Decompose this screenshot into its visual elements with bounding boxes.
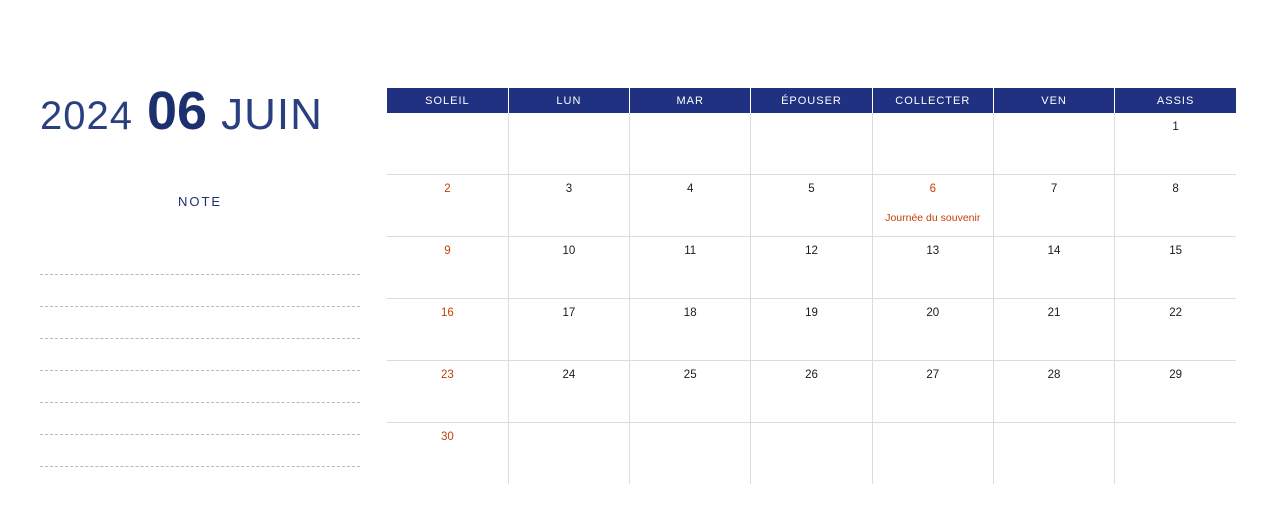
day-cell-content bbox=[630, 175, 750, 196]
calendar-day-cell[interactable] bbox=[993, 237, 1114, 299]
title-month-name: JUIN bbox=[221, 90, 323, 139]
calendar-day-cell[interactable] bbox=[1115, 237, 1236, 299]
calendar-day-cell[interactable] bbox=[1115, 113, 1236, 175]
day-number: 8 bbox=[1172, 183, 1179, 195]
calendar-empty-cell bbox=[630, 113, 751, 175]
day-cell-content bbox=[630, 361, 750, 382]
day-number: 4 bbox=[687, 183, 694, 195]
note-label: NOTE bbox=[177, 194, 223, 209]
day-cell-content bbox=[873, 175, 993, 225]
day-cell-content bbox=[387, 423, 508, 444]
day-cell-content bbox=[1115, 423, 1236, 430]
calendar-day-cell[interactable] bbox=[872, 299, 993, 361]
weekday-header-row bbox=[387, 88, 1236, 113]
day-cell-content bbox=[509, 299, 629, 320]
day-number: 18 bbox=[683, 307, 697, 319]
calendar-day-cell[interactable] bbox=[630, 237, 751, 299]
day-cell-content bbox=[873, 113, 993, 120]
day-number: 16 bbox=[440, 307, 454, 319]
calendar-empty-cell bbox=[508, 423, 629, 485]
title-year: 2024 bbox=[40, 94, 133, 138]
calendar-week-row bbox=[387, 237, 1236, 299]
weekday-header-2: MAR bbox=[630, 88, 751, 113]
day-cell-content bbox=[1115, 237, 1236, 258]
day-cell-content bbox=[387, 237, 508, 258]
note-line[interactable] bbox=[40, 371, 360, 403]
day-cell-content bbox=[509, 361, 629, 382]
calendar-day-cell[interactable] bbox=[751, 361, 872, 423]
note-lines[interactable] bbox=[40, 243, 360, 467]
calendar-day-cell[interactable] bbox=[387, 299, 508, 361]
calendar-day-cell[interactable] bbox=[751, 175, 872, 237]
calendar-week-row bbox=[387, 423, 1236, 485]
day-cell-content bbox=[994, 175, 1114, 196]
calendar-empty-cell bbox=[993, 423, 1114, 485]
calendar-week-row bbox=[387, 175, 1236, 237]
calendar-empty-cell bbox=[387, 113, 508, 175]
title-month-number: 06 bbox=[146, 81, 208, 141]
calendar-day-cell[interactable] bbox=[872, 361, 993, 423]
calendar-day-cell[interactable] bbox=[508, 237, 629, 299]
day-number: 21 bbox=[1047, 307, 1061, 319]
day-cell-content bbox=[630, 237, 750, 258]
calendar-day-cell[interactable] bbox=[1115, 299, 1236, 361]
calendar-week-row bbox=[387, 113, 1236, 175]
calendar-empty-cell bbox=[751, 423, 872, 485]
day-cell-content bbox=[387, 299, 508, 320]
day-cell-content bbox=[387, 175, 508, 196]
page-title bbox=[40, 80, 370, 142]
calendar-day-cell[interactable] bbox=[387, 423, 508, 485]
calendar-empty-cell bbox=[872, 113, 993, 175]
day-number: 24 bbox=[562, 369, 576, 381]
day-cell-content bbox=[751, 175, 871, 196]
note-line[interactable] bbox=[40, 275, 360, 307]
weekday-header-0: SOLEIL bbox=[387, 88, 508, 113]
calendar-day-cell[interactable] bbox=[993, 175, 1114, 237]
day-cell-content bbox=[751, 423, 871, 430]
day-cell-content bbox=[387, 361, 508, 382]
calendar-day-cell[interactable] bbox=[630, 299, 751, 361]
day-number: 19 bbox=[805, 307, 818, 319]
day-number: 9 bbox=[444, 245, 451, 257]
day-cell-content bbox=[387, 113, 508, 120]
calendar-day-cell[interactable] bbox=[1115, 175, 1236, 237]
calendar-day-cell[interactable] bbox=[751, 299, 872, 361]
day-number: 27 bbox=[926, 369, 940, 381]
day-number: 11 bbox=[684, 245, 697, 257]
day-cell-content bbox=[1115, 175, 1236, 196]
day-number: 25 bbox=[683, 369, 697, 381]
day-number: 26 bbox=[805, 369, 818, 381]
day-number: 17 bbox=[562, 307, 576, 319]
day-cell-content bbox=[751, 237, 871, 258]
day-number: 3 bbox=[565, 183, 573, 195]
day-number: 7 bbox=[1050, 183, 1058, 195]
calendar-day-cell[interactable] bbox=[993, 299, 1114, 361]
calendar-day-cell[interactable] bbox=[1115, 361, 1236, 423]
note-line[interactable] bbox=[40, 307, 360, 339]
day-number: 15 bbox=[1169, 245, 1182, 257]
calendar-body bbox=[387, 113, 1236, 484]
calendar-day-cell[interactable] bbox=[630, 175, 751, 237]
day-cell-content bbox=[873, 299, 993, 320]
day-number: 20 bbox=[926, 307, 940, 319]
calendar-empty-cell bbox=[630, 423, 751, 485]
day-cell-content bbox=[751, 361, 871, 382]
day-cell-content bbox=[1115, 361, 1236, 382]
note-line[interactable] bbox=[40, 403, 360, 435]
calendar-day-cell[interactable] bbox=[993, 361, 1114, 423]
day-number: 30 bbox=[440, 431, 454, 443]
note-line[interactable] bbox=[40, 243, 360, 275]
day-number: 2 bbox=[444, 183, 451, 195]
day-cell-content bbox=[509, 175, 629, 196]
calendar-empty-cell bbox=[751, 113, 872, 175]
calendar-empty-cell bbox=[872, 423, 993, 485]
day-cell-content bbox=[1115, 299, 1236, 320]
weekday-header-4: COLLECTER bbox=[872, 88, 993, 113]
day-cell-content bbox=[994, 237, 1114, 258]
day-number: 28 bbox=[1047, 369, 1061, 381]
weekday-header-5: VEN bbox=[993, 88, 1114, 113]
day-number: 22 bbox=[1169, 307, 1182, 319]
day-cell-content bbox=[994, 299, 1114, 320]
calendar-empty-cell bbox=[508, 113, 629, 175]
day-number: 12 bbox=[805, 245, 818, 257]
calendar-day-cell[interactable] bbox=[872, 175, 993, 237]
calendar-day-cell[interactable] bbox=[630, 361, 751, 423]
day-cell-content bbox=[873, 361, 993, 382]
weekday-header-1: LUN bbox=[508, 88, 629, 113]
calendar-day-cell[interactable] bbox=[387, 361, 508, 423]
day-cell-content bbox=[630, 299, 750, 320]
day-cell-content bbox=[994, 423, 1114, 430]
calendar-day-cell[interactable] bbox=[508, 175, 629, 237]
day-cell-content bbox=[873, 237, 993, 258]
day-cell-content bbox=[751, 299, 871, 320]
day-number: 29 bbox=[1169, 369, 1182, 381]
day-cell-content bbox=[994, 361, 1114, 382]
day-number: 13 bbox=[926, 245, 940, 257]
day-number: 14 bbox=[1047, 245, 1061, 257]
day-number: 10 bbox=[562, 245, 576, 257]
day-cell-content bbox=[509, 237, 629, 258]
calendar-day-cell[interactable] bbox=[387, 237, 508, 299]
day-cell-content bbox=[1115, 113, 1236, 134]
calendar-empty-cell bbox=[993, 113, 1114, 175]
calendar-day-cell[interactable] bbox=[387, 175, 508, 237]
day-cell-content bbox=[630, 423, 750, 430]
day-cell-content bbox=[630, 113, 750, 120]
calendar-day-cell[interactable] bbox=[508, 361, 629, 423]
day-cell-content bbox=[509, 113, 629, 120]
note-line[interactable] bbox=[40, 339, 360, 371]
day-cell-content bbox=[751, 113, 871, 120]
left-panel bbox=[40, 80, 370, 467]
note-line[interactable] bbox=[40, 435, 360, 467]
calendar-table bbox=[387, 88, 1236, 484]
day-number: 6 bbox=[929, 183, 936, 195]
calendar-day-cell[interactable] bbox=[508, 299, 629, 361]
day-event-label: Journée du souvenir bbox=[885, 212, 981, 224]
calendar-week-row bbox=[387, 361, 1236, 423]
calendar-week-row bbox=[387, 299, 1236, 361]
day-cell-content bbox=[994, 113, 1114, 120]
calendar-empty-cell bbox=[1115, 423, 1236, 485]
day-cell-content bbox=[873, 423, 993, 430]
day-number: 1 bbox=[1172, 121, 1179, 133]
calendar-day-cell[interactable] bbox=[751, 237, 872, 299]
day-number: 23 bbox=[440, 369, 454, 381]
calendar-day-cell[interactable] bbox=[872, 237, 993, 299]
weekday-header-3: ÉPOUSER bbox=[751, 88, 872, 113]
day-cell-content bbox=[509, 423, 629, 430]
weekday-header-6: ASSIS bbox=[1115, 88, 1236, 113]
day-number: 5 bbox=[808, 183, 815, 195]
